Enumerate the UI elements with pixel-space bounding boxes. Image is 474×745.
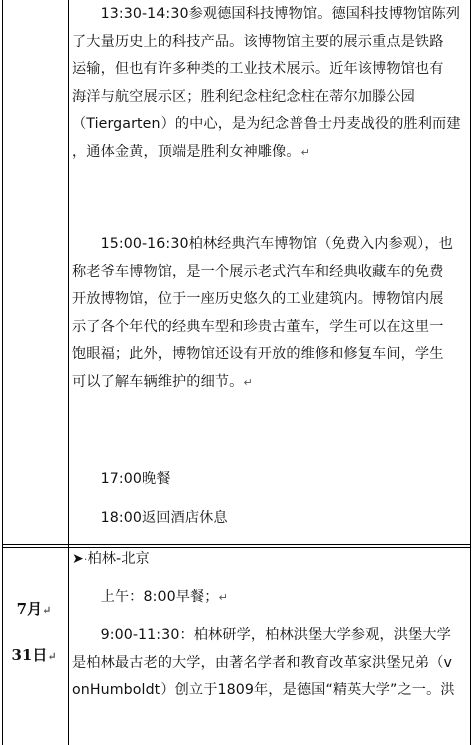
paragraph-tech-museum [72, 1, 468, 166]
table-row-divider [2, 544, 471, 545]
paragraph-humboldt [72, 622, 468, 705]
paragraph-mark-icon: ↵ [300, 145, 310, 159]
paragraph-classic-car-museum [72, 231, 468, 396]
text-line: 是柏林最古老的大学，由著名学者和教育改革家洪堡兄弟（v [72, 654, 452, 671]
text-line: 称老爷车博物馆，是一个展示老式汽车和经典收藏车的免费 [72, 263, 444, 280]
text-line: 了大量历史上的科技产品。该博物馆主要的展示重点是铁路 [72, 33, 444, 50]
arrow-bullet-icon: ➤ [72, 551, 84, 567]
text-line: 开放博物馆，位于一座历史悠久的工业建筑内。博物馆内展 [72, 291, 444, 307]
paragraph-return-hotel [72, 505, 468, 533]
paragraph-dinner [72, 466, 468, 494]
text-line: 9:00-11:30：柏林研学，柏林洪堡大学参观，洪堡大学 [72, 627, 451, 643]
text-line: onHumboldt）创立于1809年，是德国“精英大学”之一。洪 [72, 682, 455, 698]
tab-mark-icon: · [83, 553, 88, 566]
route-text: 柏林-北京 [87, 551, 150, 567]
table-column-divider [68, 0, 69, 745]
text-line: 运输，但也有许多种类的工业技术展示。近年该博物馆也有 [72, 61, 444, 77]
route-heading [72, 546, 468, 574]
text-line: 示了各个年代的经典车型和珍贵古董车，学生可以在这里一 [72, 318, 444, 335]
text-line: （Tiergarten）的中心，是为纪念普鲁士丹麦战役的胜利而建 [72, 116, 461, 132]
breakfast-text: 上午：8:00早餐； [72, 589, 219, 605]
text-line: 15:00-16:30柏林经典汽车博物馆（免费入内参观），也 [72, 236, 453, 252]
text-line: 13:30-14:30参观德国科技博物馆。德国科技博物馆陈列 [72, 6, 461, 22]
table-right-border [470, 0, 471, 745]
date-month: 7月↵ [16, 600, 52, 618]
return-line: 18:00返回酒店休息 [72, 510, 228, 526]
text-line: 饱眼福；此外，博物馆还设有开放的维修和修复车间，学生 [72, 346, 444, 362]
text-line: 海洋与航空展示区；胜利纪念柱纪念柱在蒂尔加滕公园 [72, 88, 415, 105]
paragraph-mark-icon: ↵ [243, 375, 253, 389]
text-line-last: 可以了解车辆维护的细节。↵ [72, 373, 253, 390]
paragraph-mark-icon: ↵ [42, 604, 52, 617]
paragraph-mark-icon: ↵ [47, 650, 57, 663]
text-line-last: ，通体金黄，顶端是胜利女神雕像。↵ [72, 143, 310, 160]
paragraph-mark-icon: ↵ [218, 591, 228, 604]
date-day: 31日↵ [11, 646, 57, 664]
dinner-line: 17:00晚餐 [72, 471, 171, 487]
paragraph-breakfast [72, 584, 468, 612]
date-cell [0, 596, 68, 670]
